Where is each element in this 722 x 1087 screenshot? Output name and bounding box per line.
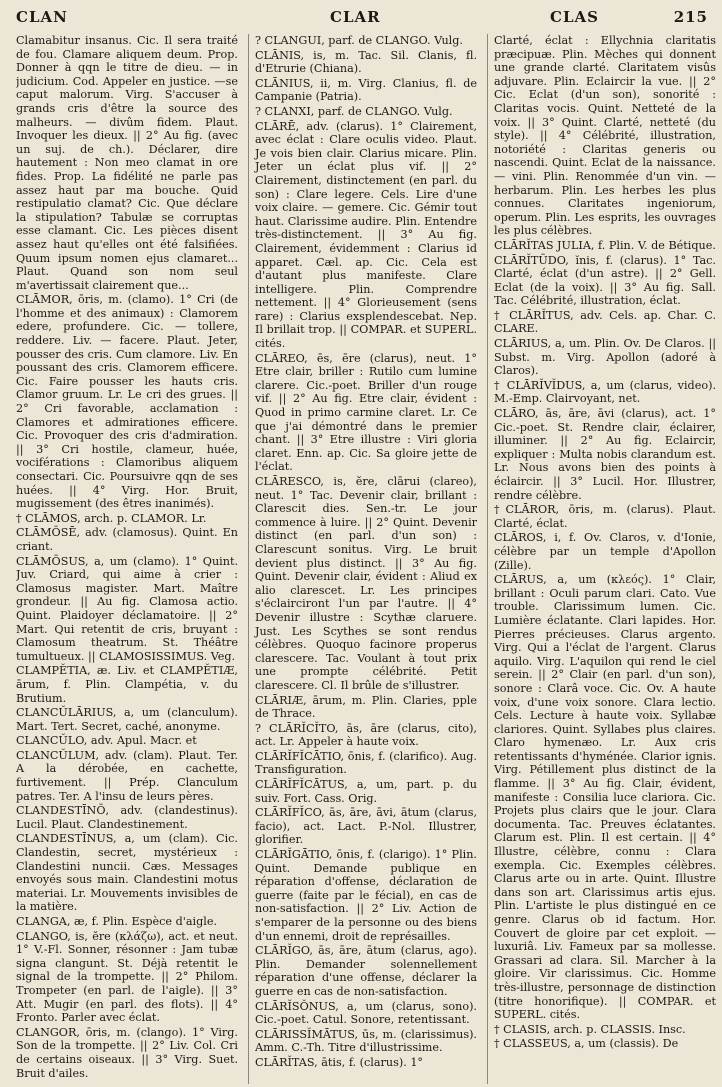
dictionary-entry: CLANGO, is, ĕre (κλάζω), act. et neut. 1° V.-Fl. Sonner, résonner : Jam tubæ signa clangunt. St. Déjà retentit le signal de la trompette. || 2° Philom. Trompeter (en parl. de l'aigle). || 3° Att. Mugir (en parl. des flots). || 4° Fronto. Parler avec éclat. — [16, 929, 238, 1025]
dictionary-entry: CLĀRUS, a, um (κλεός). 1° Clair, brillant : Oculi parum clari. Cato. Vue trouble. Clarissimum lumen. Cic. Lumière éclatante. Clari lapides. Hor. Pierres précieuses. Clarus argento. Virg. Qui a l'éclat de l'argent. Clarus aquilo. Virg. L'aquilon qui rend le ciel serein. || 2° Clair (en parl. d'un son), sonore : Clarâ voce. Cic. Ov. A haute voix, d'une voix sonore. Clara lectio. Cels. Lecture à haute voix. Syllabæ clariores. Quint. Syllabes plus claires. Claro hymenæo. Lr. Aux cris retentissants d'hyménée. Clarior ignis. Virg. Pétillement plus distinct de la flamme. || 3° Au fig. Clair, évident, manifeste : Consilia luce clariora. Cic. Projets plus clairs que le jour. Clara documenta. Tac. Preuves éclatantes. Clarum est. Plin. Il est certain. || 4° Illustre, célèbre, connu : Clara exempla. Cic. Exemples célèbres. Clarus arte ou in arte. Quint. Illustre dans son art. Clarissimus artis ejus. Plin. L'artiste le plus distingué en ce genre. Clarus ob id factum. Hor. Couvert de gloire par cet exploit. — luxuriâ. Liv. Fameux par sa mollesse. Grassari ad clara. Sil. Marcher à la gloire. Vir clarissimus. Cic. Homme très-illustre, personnage de distinction (titre honorifique). || COMPAR. et SUPERL. cités. — [494, 573, 716, 1022]
dictionary-entry: CLĀRESCO, is, ĕre, clārui (clareo), neut. 1° Tac. Devenir clair, brillant : Clarescit dies. Sen.-tr. Le jour commence à luire. || 2° Quint. Devenir distinct (en parl. d'un son) : Clarescunt sonitus. Virg. Le bruit devient plus distinct. || 3° Au fig. Quint. Devenir clair, évident : Aliud ex alio clarescet. Lr. Les principes s'éclairciront l'un par l'autre. || 4° Devenir illustre : Scythæ claruere. Just. Les Scythes se sont rendus célèbres. Quoquo facinore properus clarescere. Tac. Voulant à tout prix une prompte célébrité. Petit clarescere. Cl. Il brûle de s'illustrer. — [255, 475, 477, 692]
dictionary-entry: † CLASSEUS, a, um (classis). De — [494, 1037, 679, 1051]
dictionary-entry: ? CLANGUI, parf. de CLANGO. Vulg. — [255, 34, 463, 47]
dictionary-entry: †CLĀROR, ōris, m. (clarus). Plaut. Clarté, éclat. — [494, 503, 716, 530]
dictionary-entry: CLĀRĒ, adv. (clarus). 1° Clairement, avec éclat : Clare oculis video. Plaut. Je vois bien clair. Clarius micare. Plin. Jeter un éclat plus vif. || 2° Clairement, distinctement (en parl. du son) : Clare legere. Cels. Lire d'une voix claire. — gemere. Cic. Gémir tout haut. Clarissime audire. Plin. Entendre très-distinctement. || 3° Au fig. Clairement, évidemment : Clarius id apparet. Cæl. ap. Cic. Cela est d'autant plus manifeste. Clare intelligere. Plin. Comprendre nettement. || 4° Glorieusement (sens rare) : Clarius exsplendescebat. Nep. Il brillait trop. || COMPAR. et SUPERL. cités. — [255, 119, 477, 351]
dictionary-entry: † CLĀRĬTUS, adv. Cels. ap. Char. C. CLARE. — [494, 308, 716, 336]
dictionary-entry: CLĀNIUS, ii, m. Virg. Clanius, fl. de Campanie (Patria). — [255, 76, 477, 104]
header-right-word: CLAS — [550, 8, 599, 26]
dictionary-entry: CLĀRĬGĀTIO, ōnis, f. (clarigo). 1° Plin. Quint. Demande publique en réparation d'offense, déclaration de guerre (faite par le fécial), en cas de non-satisfaction. || 2° Liv. Action de s'emparer de la personne ou des biens d'un ennemi, droit de représailles. — [255, 848, 477, 943]
dictionary-entry: CLAMPĔTIA, æ. Liv. et CLAMPĔTIÆ, ārum, f. Plin. Clampétia, v. du Brutium. — [16, 664, 238, 705]
dictionary-entry: CLĀROS, i, f. Ov. Claros, v. d'Ionie, célèbre par un temple d'Apollon (Zille). — [494, 531, 716, 572]
dictionary-entry: CLĀMOR, ōris, m. (clamo). 1° Cri (de l'homme et des animaux) : Clamorem edere, profundere. Cic. — tollere, reddere. Liv. — facere. Plaut. Jeter, pousser des cris. Cum clamore. Liv. En poussant des cris. Clamorem efficere. Cic. Faire pousser les hauts cris. Clamor gruum. Lr. Le cri des grues. || 2° Cri favorable, acclamation : Clamores et admirationes efficere. Cic. Provoquer des cris d'admiration. || 3° Cri hostile, clameur, huée, vociférations : Clamoribus aliquem consectari. Cic. Poursuivre qqn de ses huées. || 4° Virg. Hor. Bruit, mugissement (des êtres inanimés). — [16, 293, 238, 511]
dictionary-entry: CLĀRĬTŪDO, ĭnis, f. (clarus). 1° Tac. Clarté, éclat (d'un astre). || 2° Gell. Eclat (de la voix). || 3° Au fig. Sall. Tac. Célébrité, illustration, éclat. — [494, 253, 716, 308]
dictionary-entry: CLANDESTĪNUS, a, um (clam). Cic. Clandestin, secret, mystérieux : Clandestini nuncii. Cæs. Messages envoyés sous main. Clandestini motus materiai. Lr. Mouvements invisibles de la matière. — [16, 832, 238, 914]
dictionary-entry: CLANDESTĪNŌ, adv. (clandestinus). Lucil. Plaut. Clandestinement. — [16, 804, 238, 831]
dictionary-entry: CLĀMŌSUS, a, um (clamo). 1° Quint. Juv. Criard, qui aime à crier : Clamosus magister. Mart. Maître grondeur. || Au fig. Clamosa actio. Quint. Plaidoyer déclamatoire. || 2° Mart. Qui retentit de cris, bruyant : Clamosum theatrum. St. Théâtre tumultueux. || CLAMOSISSIMUS. Veg. — [16, 554, 238, 663]
dictionary-entry: ? CLĀRĬCĬTO, ās, āre (clarus, cito), act. Lr. Appeler à haute voix. — [255, 721, 477, 749]
text-columns — [16, 34, 714, 1084]
dictionary-entry: CLĀRĬTAS, ātis, f. (clarus). 1° — [255, 1055, 424, 1069]
dictionary-entry: CLĀRISSĬMĀTUS, ūs, m. (clarissimus). Amm. C.-Th. Titre d'illustrissime. — [255, 1027, 477, 1055]
dictionary-entry: CLANGA, æ, f. Plin. Espèce d'aigle. — [16, 915, 218, 928]
dictionary-entry: † CLĀMOS, arch. p. CLAMOR. Lr. — [16, 511, 207, 525]
dictionary-entry: CLANCŬLĀRIUS, a, um (clanculum). Mart. Tert. Secret, caché, anonyme. — [16, 706, 238, 733]
header-left-word: CLAN — [16, 8, 68, 26]
dictionary-entry: † CLĀRĬVĬDUS, a, um (clarus, video). M.-Emp. Clairvoyant, net. — [494, 378, 716, 406]
dictionary-entry: CLANCŬLO, adv. Apul. Macr. et — [16, 734, 197, 748]
dictionary-entry: CLĀRO, ās, āre, āvi (clarus), act. 1° Cic.-poet. St. Rendre clair, éclairer, illuminer. || 2° Au fig. Eclaircir, expliquer : Multa nobis clarandum est. Lr. Nous avons bien des points à éclaircir. || 3° Lucil. Hor. Illustrer, rendre célèbre. — [494, 407, 716, 502]
dictionary-entry: CLĀRĬTAS JULIA, f. Plin. V. de Bétique. — [494, 238, 716, 252]
dictionary-entry: CLĀNIS, is, m. Tac. Sil. Clanis, fl. d'Etrurie (Chiana). — [255, 48, 477, 76]
dictionary-entry: Clamabitur insanus. Cic. Il sera traité de fou. Clamare aliquem deum. Prop. Donner à qqn le titre de dieu. — in judicium. Cod. Appeler en justice. —se caput malorum. Virg. S'accuser à grands cris d'être la source des malheurs. — divûm fidem. Plaut. Invoquer les dieux. || 2° Au fig. (avec un suj. de ch.). Déclarer, dire hautement : Non meo clamat in ore fides. Prop. La fidélité ne parle pas assez haut par ma bouche. Quid restipulatio clamat? Cic. Que déclare la stipulation? Tabulæ se corruptas esse clamant. Cic. Les pièces disent assez haut qu'elles ont été falsifiées. Quum ipsum nomen ejus clamaret... Plaut. Quand son nom seul m'avertissait clairement que... — [16, 34, 238, 292]
running-header — [16, 6, 714, 34]
dictionary-entry: CLANCŬLUM, adv. (clam). Plaut. Ter. A la dérobée, en cachette, furtivement. || Prép. Clanculum patres. Ter. A l'insu de leurs pères. — [16, 748, 238, 803]
dictionary-entry: CLĀRĬFĬCĀTIO, ōnis, f. (clarifico). Aug. Transfiguration. — [255, 749, 477, 777]
column-2 — [248, 34, 477, 1084]
dictionary-entry: CLĀRĬSŎNUS, a, um (clarus, sono). Cic.-poet. Catul. Sonore, retentissant. — [255, 999, 477, 1027]
dictionary-entry: CLĀREO, ēs, ēre (clarus), neut. 1° Etre clair, briller : Rutilo cum lumine clarere. Cic.-poet. Briller d'un rouge vif. || 2° Au fig. Etre clair, évident : Quod in primo carmine claret. Lr. Ce que j'ai démontré dans le premier chant. || 3° Etre illustre : Viri gloria claret. Enn. ap. Cic. Sa gloire jette de l'éclat. — [255, 351, 477, 474]
column-3 — [487, 34, 716, 1084]
page-number: 215 — [673, 8, 708, 26]
column-1 — [16, 34, 238, 1084]
dictionary-entry: CLANGOR, ōris, m. (clango). 1° Virg. Son de la trompette. || 2° Liv. Col. Cri de certains oiseaux. || 3° Virg. Suet. Bruit d'ailes. — [16, 1025, 238, 1080]
dictionary-entry: ? CLANXI, parf. de CLANGO. Vulg. — [255, 104, 453, 118]
dictionary-entry: CLĀRĬFĬCĀTUS, a, um, part. p. du suiv. Fort. Cass. Orig. — [255, 778, 477, 805]
dictionary-entry: CLĀRIÆ, ārum, m. Plin. Claries, pple de Thrace. — [255, 693, 477, 721]
dictionary-entry: CLĀRIUS, a, um. Plin. Ov. De Claros. || Subst. m. Virg. Apollon (adoré à Claros). — [494, 337, 716, 378]
dictionary-entry: CLĀRĬGO, ās, āre, ātum (clarus, ago). Plin. Demander solennellement réparation d'une offense, déclarer la guerre en cas de non-satisfaction. — [255, 944, 477, 998]
dictionary-entry: † CLASIS, arch. p. CLASSIS. Insc. — [494, 1022, 686, 1036]
dictionary-entry: Clarté, éclat : Ellychnia claritatis præcipuæ. Plin. Mèches qui donnent une grande clarté. Claritatem visûs adjuvare. Plin. Eclaircir la vue. || 2° Cic. Eclat (d'un son), sonorité : Claritas vocis. Quint. Netteté de la voix. || 3° Quint. Clarté, netteté (du style). || 4° Célébrité, illustration, notoriété : Claritas generis ou nascendi. Quint. Eclat de la naissance. — vini. Plin. Renommée d'un vin. — herbarum. Plin. Les herbes les plus connues. Claritates ingeniorum, operum. Plin. Les esprits, les ouvrages les plus célèbres. — [494, 34, 716, 238]
dictionary-entry: CLĀRĬFĬCO, ās, āre, āvi, ātum (clarus, facio), act. Lact. P.-Nol. Illustrer, glorifier. — [255, 806, 477, 847]
header-center-word: CLAR — [330, 8, 381, 26]
dictionary-entry: CLĀMŌSĒ, adv. (clamosus). Quint. En criant. — [16, 526, 238, 553]
